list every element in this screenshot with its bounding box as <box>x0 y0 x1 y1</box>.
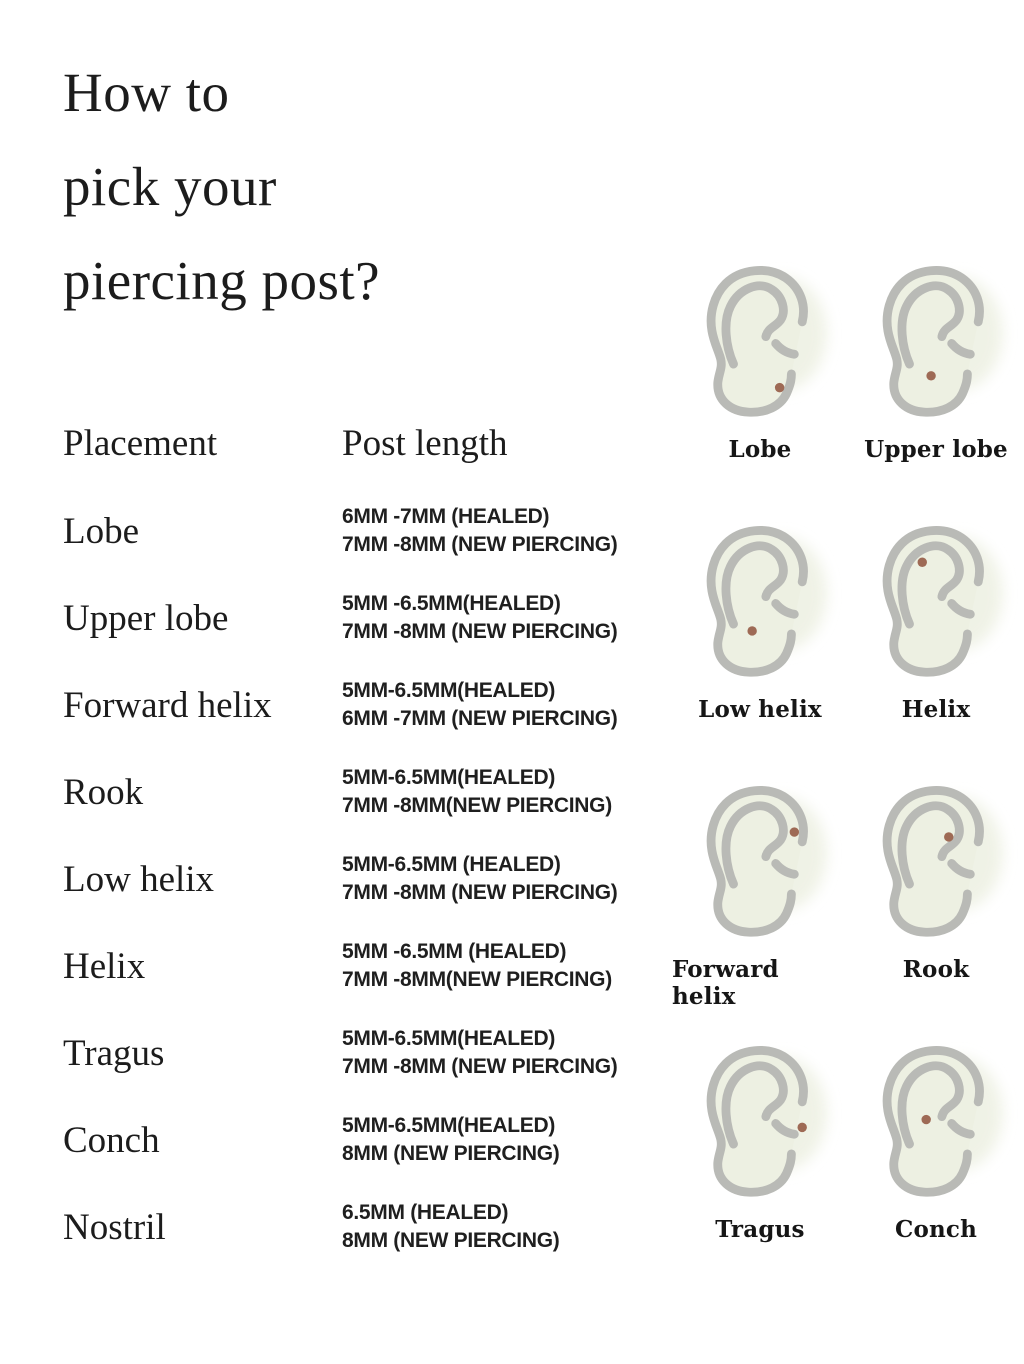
ear-diagram <box>672 510 848 770</box>
piercing-location-dot <box>926 371 935 380</box>
post-length-value <box>342 590 617 646</box>
post-length-healed: 5MM -6.5MM (HEALED) <box>342 940 567 963</box>
page-title-line-3: piercing post? <box>63 250 381 311</box>
ear-diagram <box>672 250 848 510</box>
post-length-value <box>342 1112 559 1168</box>
ear-diagram <box>848 770 1024 1030</box>
post-length-healed: 5MM-6.5MM (HEALED) <box>342 853 561 876</box>
post-length-new-piercing: 7MM -8MM (NEW PIERCING) <box>342 620 618 643</box>
placement-label: Lobe <box>63 510 140 552</box>
ear-diagram <box>848 510 1024 770</box>
table-row <box>63 935 683 997</box>
ear-icon <box>877 1043 995 1200</box>
ear-diagram <box>848 1030 1024 1290</box>
ear-icon <box>877 263 995 420</box>
piercing-location-dot <box>797 1123 806 1132</box>
post-length-new-piercing: 7MM -8MM (NEW PIERCING) <box>342 881 618 904</box>
post-length-new-piercing: 7MM -8MM (NEW PIERCING) <box>342 1055 618 1078</box>
post-length-healed: 5MM-6.5MM(HEALED) <box>342 1027 556 1050</box>
ear-icon <box>701 263 819 420</box>
page-title-line-2: pick your <box>63 156 277 217</box>
post-length-value <box>342 764 612 820</box>
post-length-new-piercing: 7MM -8MM (NEW PIERCING) <box>342 533 618 556</box>
table-row <box>63 674 683 736</box>
table-row <box>63 500 683 562</box>
column-header-placement: Placement <box>63 423 218 464</box>
piercing-location-dot <box>921 1115 930 1124</box>
table-row <box>63 848 683 910</box>
ear-diagram-label: Helix <box>901 696 971 723</box>
ear-diagram <box>672 1030 848 1290</box>
post-length-new-piercing: 8MM (NEW PIERCING) <box>342 1142 560 1165</box>
post-length-value <box>342 503 617 559</box>
placement-label: Tragus <box>63 1032 165 1074</box>
piercing-location-dot <box>918 558 927 567</box>
ear-diagram-label: Conch <box>894 1216 978 1243</box>
post-length-new-piercing: 7MM -8MM(NEW PIERCING) <box>342 968 612 991</box>
post-length-new-piercing: 8MM (NEW PIERCING) <box>342 1229 560 1252</box>
ear-diagram-label: Forward helix <box>672 956 779 1010</box>
placement-label: Upper lobe <box>63 597 229 639</box>
ear-icon <box>877 523 995 680</box>
ear-diagram <box>672 770 848 1030</box>
post-length-value <box>342 938 612 994</box>
post-length-value <box>342 677 617 733</box>
post-length-healed: 5MM-6.5MM(HEALED) <box>342 1114 556 1137</box>
table-row <box>63 587 683 649</box>
ear-diagram-label: Rook <box>902 956 970 983</box>
column-header-post-length: Post length <box>342 423 508 464</box>
ear-diagram <box>848 250 1024 510</box>
page-title-line-1: How to <box>63 62 230 123</box>
ear-icon <box>701 523 819 680</box>
ear-icon <box>701 1043 819 1200</box>
placement-label: Rook <box>63 771 144 813</box>
post-length-value <box>342 851 617 907</box>
post-length-healed: 5MM-6.5MM(HEALED) <box>342 766 556 789</box>
post-length-healed: 5MM -6.5MM(HEALED) <box>342 592 561 615</box>
placement-label: Conch <box>63 1119 160 1161</box>
post-length-healed: 6MM -7MM (HEALED) <box>342 505 550 528</box>
piercing-location-dot <box>944 832 953 841</box>
table-row <box>63 761 683 823</box>
page-title <box>63 46 380 328</box>
post-length-value <box>342 1199 559 1255</box>
table-row <box>63 1022 683 1084</box>
post-length-new-piercing: 7MM -8MM(NEW PIERCING) <box>342 794 612 817</box>
ear-diagram-label: Upper lobe <box>864 436 1008 463</box>
piercing-location-dot <box>790 827 799 836</box>
ear-diagram-label: Lobe <box>728 436 792 463</box>
piercing-location-dot <box>775 383 784 392</box>
piercing-location-dot <box>747 626 756 635</box>
placement-label: Low helix <box>63 858 215 900</box>
ear-icon <box>701 783 819 940</box>
ear-diagram-label: Low helix <box>698 696 822 723</box>
post-length-healed: 6.5MM (HEALED) <box>342 1201 509 1224</box>
placement-label: Helix <box>63 945 146 987</box>
placement-label: Forward helix <box>63 684 272 726</box>
table-row <box>63 1196 683 1258</box>
ear-diagram-label: Tragus <box>715 1216 805 1243</box>
post-length-value <box>342 1025 617 1081</box>
placement-label: Nostril <box>63 1206 166 1248</box>
post-length-new-piercing: 6MM -7MM (NEW PIERCING) <box>342 707 618 730</box>
ear-icon <box>877 783 995 940</box>
post-length-healed: 5MM-6.5MM(HEALED) <box>342 679 556 702</box>
table-row <box>63 1109 683 1171</box>
